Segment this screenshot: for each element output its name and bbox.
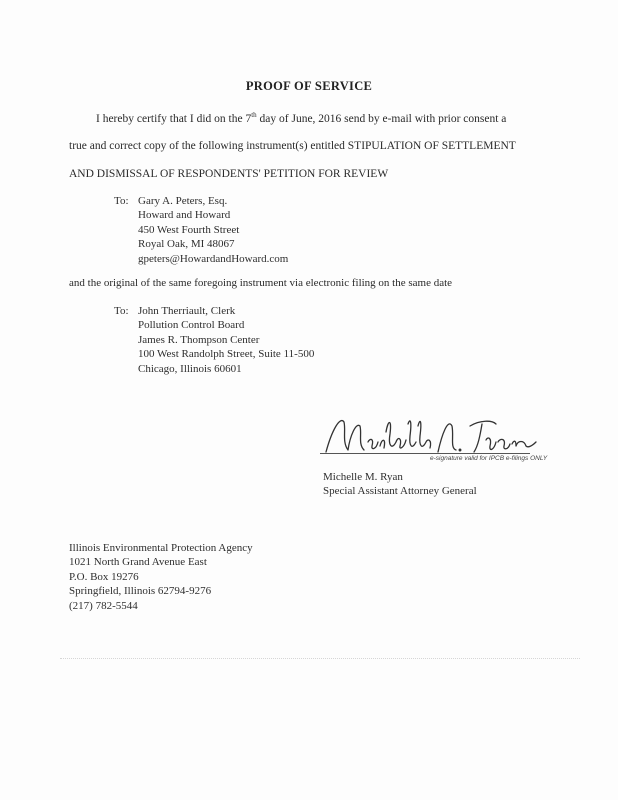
e-signature-note: e-signature valid for IPCB e-filings ONLY — [430, 455, 548, 462]
recipient-1-address — [138, 194, 288, 266]
certify-line-3: AND DISMISSAL OF RESPONDENTS' PETITION FOR REVIEW — [69, 168, 389, 180]
signatory-block — [323, 470, 477, 499]
certify-line-1-pre: I hereby certify that I did on the 7 — [96, 113, 252, 125]
agency-line: P.O. Box 19276 — [69, 570, 139, 583]
document-title: PROOF OF SERVICE — [245, 79, 373, 93]
ordinal-suffix: th — [251, 111, 257, 120]
agency-phone: (217) 782-5544 — [69, 599, 138, 612]
signature-line — [320, 453, 530, 454]
certify-line-2: true and correct copy of the following instrument(s) entitled STIPULATION OF SETTLEMENT — [69, 140, 516, 152]
recipient-2-line: John Therriault, Clerk — [138, 305, 236, 317]
recipient-2-line: 100 West Randolph Street, Suite 11-500 — [138, 348, 315, 361]
recipient-2-address — [138, 304, 314, 376]
signatory-name: Michelle M. Ryan — [323, 471, 403, 483]
recipient-2-line: James R. Thompson Center — [138, 333, 260, 346]
signatory-title: Special Assistant Attorney General — [323, 485, 477, 498]
recipient-1-line: 450 West Fourth Street — [138, 223, 240, 236]
agency-line: 1021 North Grand Avenue East — [69, 556, 207, 569]
agency-line: Springfield, Illinois 62794-9276 — [69, 585, 212, 598]
recipient-1-email: gpeters@HowardandHoward.com — [138, 252, 289, 265]
recipient-1-line: Gary A. Peters, Esq. — [138, 195, 228, 207]
recipient-2-to-label: To: — [114, 305, 129, 317]
agency-address — [69, 541, 253, 613]
middle-text: and the original of the same foregoing instrument via electronic filing on the same date — [69, 277, 453, 289]
recipient-2-line: Chicago, Illinois 60601 — [138, 362, 242, 375]
recipient-1-to-label: To: — [114, 195, 129, 207]
agency-name: Illinois Environmental Protection Agency — [69, 542, 253, 554]
certify-line-1 — [96, 113, 506, 125]
scan-artifact-line — [60, 658, 580, 660]
recipient-1-line: Howard and Howard — [138, 209, 231, 222]
recipient-1-line: Royal Oak, MI 48067 — [138, 238, 235, 251]
recipient-2-line: Pollution Control Board — [138, 319, 245, 332]
certify-line-1-post: day of June, 2016 send by e-mail with prior consent a — [256, 113, 507, 125]
